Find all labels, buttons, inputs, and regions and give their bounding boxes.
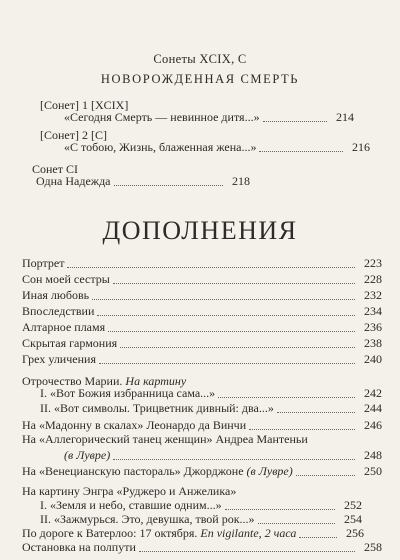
dot-leader bbox=[296, 474, 355, 476]
venetian-entry[interactable] bbox=[22, 464, 382, 479]
dot-leader bbox=[92, 298, 355, 300]
toc-entry[interactable] bbox=[22, 336, 382, 351]
waterloo-label: По дороге к Ватерлоо: 17 октября. bbox=[22, 526, 201, 540]
maria-heading-text: Отрочество Марии. bbox=[22, 374, 126, 388]
dot-leader bbox=[67, 266, 355, 268]
sonnet-1-incipit: «Сегодня Смерть — невинное дитя...» bbox=[64, 110, 260, 124]
entry-page: 223 bbox=[364, 256, 382, 270]
madonna-entry[interactable] bbox=[22, 418, 382, 433]
dot-leader bbox=[299, 536, 337, 538]
sonnet-1-page: 214 bbox=[336, 110, 354, 124]
sonnet-ci-entry[interactable] bbox=[36, 174, 250, 189]
allegory-entry[interactable] bbox=[64, 448, 382, 463]
entry-page: 234 bbox=[364, 304, 382, 318]
sonnet-ci-page: 218 bbox=[232, 174, 250, 188]
ingres-2-entry[interactable] bbox=[40, 512, 362, 527]
sonnet-2-entry[interactable] bbox=[64, 140, 370, 155]
dot-leader bbox=[258, 522, 335, 524]
dot-leader bbox=[259, 150, 343, 152]
toc-entry[interactable] bbox=[22, 272, 382, 287]
madonna-page: 246 bbox=[364, 418, 382, 432]
sonnet-1-entry[interactable] bbox=[64, 110, 354, 125]
sonnet-ci-label: Одна Надежда bbox=[36, 174, 111, 188]
dot-leader bbox=[249, 428, 355, 430]
entry-page: 232 bbox=[364, 288, 382, 302]
toc-entry[interactable] bbox=[22, 256, 382, 271]
maria-1-label: I. «Вот Божия избранница сама...» bbox=[40, 386, 216, 400]
dot-leader bbox=[113, 282, 355, 284]
sonnet-1-label: [Сонет] 1 [XCIX] bbox=[40, 98, 129, 112]
maria-1-entry[interactable] bbox=[40, 386, 382, 401]
entry-page: 228 bbox=[364, 272, 382, 286]
dot-leader bbox=[139, 550, 355, 552]
stop-entry[interactable] bbox=[22, 540, 382, 555]
dot-leader bbox=[225, 508, 335, 510]
ingres-1-label: I. «Земля и небо, ставшие одним...» bbox=[40, 498, 222, 512]
waterloo-note: En vigilante, 2 часа bbox=[200, 526, 297, 540]
maria-heading-italic: На картину bbox=[125, 374, 187, 388]
entry-page: 236 bbox=[364, 320, 382, 334]
waterloo-entry[interactable] bbox=[22, 526, 364, 541]
toc-entry[interactable] bbox=[22, 352, 382, 367]
allegory-label[interactable]: На «Аллегорический танец женщин» Андреа Мантеньи bbox=[22, 432, 308, 446]
dot-leader bbox=[97, 314, 355, 316]
sonnet-ci-title: Сонет CI bbox=[32, 162, 78, 176]
entry-label: Алтарное пламя bbox=[22, 320, 106, 334]
allegory-page: 248 bbox=[364, 448, 382, 462]
dot-leader bbox=[218, 396, 355, 398]
supplements-heading: ДОПОЛНЕНИЯ bbox=[102, 216, 298, 245]
venetian-label: На «Венецианскую пастораль» Джорджоне bbox=[22, 464, 247, 478]
entry-label: Впоследствии bbox=[22, 304, 95, 318]
toc-entry[interactable] bbox=[22, 288, 382, 303]
ingres-1-page: 252 bbox=[344, 498, 362, 512]
dot-leader bbox=[277, 411, 355, 413]
ingres-2-label: II. «Зажмурься. Это, девушка, твой рок...» bbox=[40, 512, 255, 526]
entry-label: Портрет bbox=[22, 256, 65, 270]
entry-label: Иная любовь bbox=[22, 288, 90, 302]
ingres-2-page: 254 bbox=[344, 512, 362, 526]
entry-label: Грех уличения bbox=[22, 352, 96, 366]
dot-leader bbox=[99, 362, 355, 364]
entry-page: 238 bbox=[364, 336, 382, 350]
dot-leader bbox=[113, 458, 355, 460]
madonna-label: На «Мадонну в скалах» Леонардо да Винчи bbox=[22, 418, 247, 432]
sonnet-2-page: 216 bbox=[352, 140, 370, 154]
entry-page: 240 bbox=[364, 352, 382, 366]
maria-2-label: II. «Вот символы. Трицветник дивный: два...» bbox=[40, 401, 274, 415]
maria-2-entry[interactable] bbox=[40, 401, 382, 416]
maria-1-page: 242 bbox=[364, 386, 382, 400]
waterloo-page: 256 bbox=[346, 526, 364, 540]
stop-label: Остановка на полпути bbox=[22, 540, 136, 554]
section-subtitle: НОВОРОЖДЕННАЯ СМЕРТЬ bbox=[100, 72, 300, 86]
dot-leader bbox=[120, 346, 355, 348]
dot-leader bbox=[114, 184, 223, 186]
entry-label: Сон моей сестры bbox=[22, 272, 110, 286]
sonnet-2-incipit: «С тобою, Жизнь, блаженная жена...» bbox=[64, 140, 257, 154]
maria-2-page: 244 bbox=[364, 401, 382, 415]
venetian-page: 250 bbox=[364, 464, 382, 478]
dot-leader bbox=[108, 330, 355, 332]
dot-leader bbox=[263, 120, 327, 122]
ingres-heading[interactable]: На картину Энгра «Руджеро и Анжелика» bbox=[22, 484, 237, 498]
toc-entry[interactable] bbox=[22, 320, 382, 335]
section-title-sonnets: Сонеты XCIX, C bbox=[153, 52, 247, 66]
stop-page: 258 bbox=[364, 540, 382, 554]
allegory-note: (в Лувре) bbox=[64, 448, 111, 462]
ingres-1-entry[interactable] bbox=[40, 498, 362, 513]
sonnet-2-label: [Сонет] 2 [C] bbox=[40, 128, 107, 142]
entry-label: Скрытая гармония bbox=[22, 336, 118, 350]
toc-entry[interactable] bbox=[22, 304, 382, 319]
venetian-note: (в Лувре) bbox=[246, 464, 293, 478]
